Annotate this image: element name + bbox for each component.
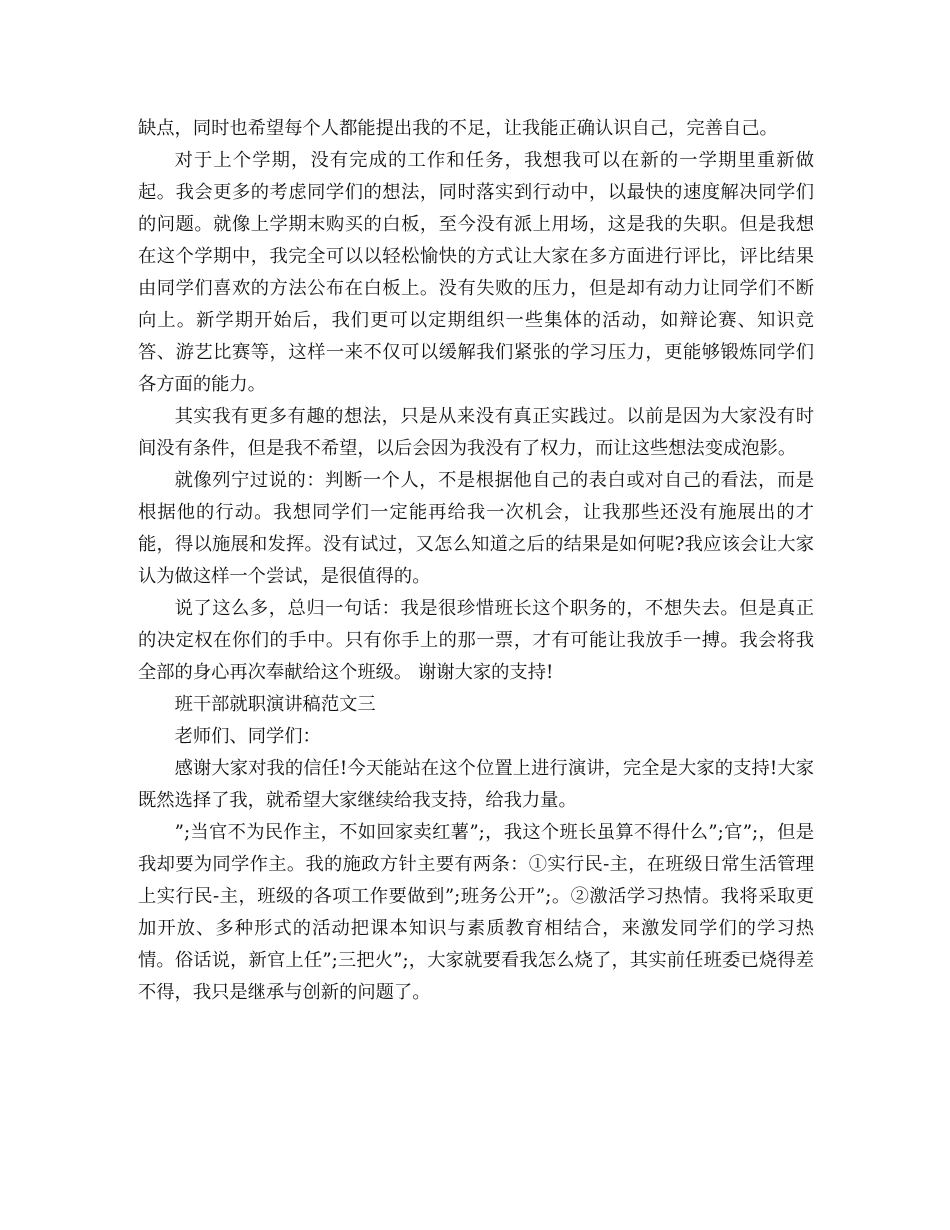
paragraph: 感谢大家对我的信任!今天能站在这个位置上进行演讲，完全是大家的支持!大家既然选择了我，就希望大家继续给我支持，给我力量。 [138, 758, 814, 811]
paragraph: 就像列宁过说的：判断一个人，不是根据他自己的表白或对自己的看法，而是根据他的行动。我想同学们一定能再给我一次机会，让我那些还没有施展出的才能，得以施展和发挥。没有试过，又怎么知道之后的结果是如何呢?我应该会让大家认为做这样一个尝试，是很值得的。 [138, 470, 814, 587]
paragraph: 说了这么多，总归一句话：我是很珍惜班长这个职务的，不想失去。但是真正的决定权在你们的手中。只有你手上的那一票，才有可能让我放手一搏。我会将我全部的身心再次奉献给这个班级。 谢谢大家的支持! [138, 598, 814, 683]
paragraph: 其实我有更多有趣的想法，只是从来没有真正实践过。以前是因为大家没有时间没有条件，但是我不希望，以后会因为我没有了权力，而让这些想法变成泡影。 [138, 406, 814, 459]
document-body [138, 113, 814, 1009]
salutation: 老师们、同学们： [174, 726, 321, 747]
paragraph-continuation: 缺点，同时也希望每个人都能提出我的不足，让我能正确认识自己，完善自己。 [138, 118, 778, 139]
section-title: 班干部就职演讲稿范文三 [174, 694, 376, 715]
paragraph: 对于上个学期，没有完成的工作和任务，我想我可以在新的一学期里重新做起。我会更多的考虑同学们的想法，同时落实到行动中，以最快的速度解决同学们的问题。就像上学期末购买的白板，至今没有派上用场，这是我的失职。但是我想在这个学期中，我完全可以以轻松愉快的方式让大家在多方面进行评比，评比结果由同学们喜欢的方法公布在白板上。没有失败的压力，但是却有动力让同学们不断向上。新学期开始后，我们更可以定期组织一些集体的活动，如辩论赛、知识竞答、游艺比赛等，这样一来不仅可以缓解我们紧张的学习压力，更能够锻炼同学们各方面的能力。 [138, 150, 814, 395]
paragraph: ”;当官不为民作主，不如回家卖红薯”;，我这个班长虽算不得什么”;官”;，但是我却要为同学作主。我的施政方针主要有两条：①实行民-主，在班级日常生活管理上实行民-主，班级的各项工作要做到”;班务公开”;。②激活学习热情。我将采取更加开放、多种形式的活动把课本知识与素质教育相结合，来激发同学们的学习热情。俗话说，新官上任”;三把火”;，大家就要看我怎么烧了，其实前任班委已烧得差不得，我只是继承与创新的问题了。 [138, 822, 814, 1003]
